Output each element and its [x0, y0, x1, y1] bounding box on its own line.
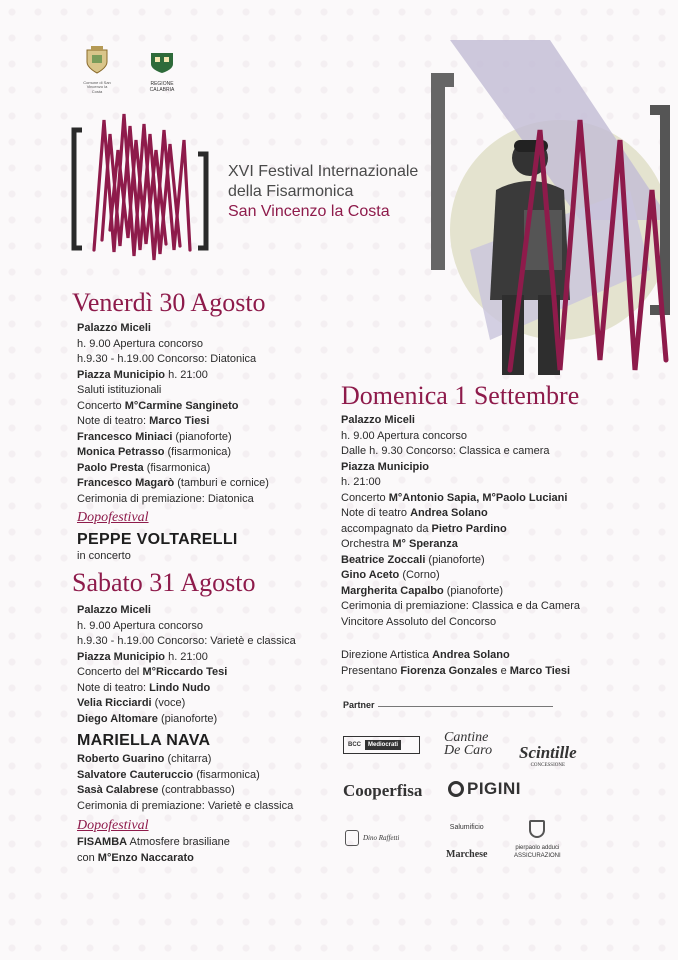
saturday-program-part3	[77, 835, 337, 866]
saturday-performer: M°Riccardo Tesi	[142, 666, 228, 678]
mediocrati-text: Mediocrati	[365, 740, 401, 750]
saturday-headliner: MARIELLA NAVA	[77, 732, 211, 749]
sunday-time: h. 21:00	[341, 476, 381, 488]
sunday-text: Note di teatro	[341, 507, 411, 519]
saturday-text: Concerto del	[77, 666, 143, 678]
saturday-line: Cerimonia di premiazione: Varietè e classica	[77, 799, 294, 812]
festival-logo-mark	[70, 100, 220, 275]
pigini-mark-icon	[448, 781, 464, 797]
saturday-venue-1: Palazzo Miceli	[77, 604, 151, 616]
title-place: San Vincenzo la Costa	[228, 203, 390, 220]
saturday-line: h.9.30 - h.19.00 Concorso: Varietè e classica	[77, 635, 296, 647]
sunday-venue-2: Piazza Municipio	[341, 460, 430, 473]
saturday-text: Atmosfere brasiliane	[127, 836, 230, 848]
saturday-dopofestival: Dopofestival	[77, 818, 149, 833]
friday-text: Concerto	[77, 399, 125, 412]
friday-venue-2: Piazza Municipio	[77, 368, 166, 381]
friday-program	[77, 321, 337, 507]
sunday-title: Domenica 1 Settembre	[341, 381, 580, 410]
saturday-performer: Diego Altomare	[77, 712, 158, 725]
municipality-coat-of-arms	[82, 46, 112, 94]
sunday-venue-1: Palazzo Miceli	[341, 414, 415, 426]
scintille-logo	[519, 743, 577, 768]
sunday-program	[341, 413, 661, 630]
scintille-sub: CONCESSIONE	[530, 763, 566, 768]
sunday-text: accompagnato da	[341, 522, 432, 535]
coat-caption: Comune di San Vincenzo la Costa	[83, 80, 111, 94]
de-caro-text: De Caro	[444, 743, 493, 758]
credits-text: e	[497, 664, 510, 677]
sunday-performer: Beatrice Zoccali	[341, 553, 426, 566]
pierpaolo-adduci-logo	[514, 820, 561, 860]
friday-text: Note di teatro:	[77, 415, 150, 427]
salumificio-marchese-logo	[446, 822, 487, 860]
saturday-time: h. 21:00	[165, 650, 208, 663]
cantine-de-caro-logo	[428, 731, 492, 757]
friday-instrument: (pianoforte)	[172, 430, 232, 443]
saturday-performer: M°Enzo Naccarato	[97, 851, 194, 864]
friday-performer: Marco Tiesi	[149, 415, 210, 427]
saturday-line: h. 9.00 Apertura concorso	[77, 619, 203, 632]
pigini-text: PIGINI	[467, 779, 522, 798]
friday-performer: Monica Petrasso	[77, 446, 165, 458]
dino-raffetti-logo	[345, 830, 399, 846]
friday-performer: M°Carmine Sangineto	[124, 399, 239, 412]
accordionist-illustration	[430, 40, 678, 400]
saturday-title: Sabato 31 Agosto	[72, 568, 256, 597]
credits-text: Direzione Artistica	[341, 649, 433, 661]
saturday-performer: Roberto Guarino	[77, 753, 165, 765]
saturday-performer: FISAMBA	[77, 836, 128, 848]
friday-venue-1: Palazzo Miceli	[77, 322, 151, 334]
crest-icon	[345, 830, 359, 846]
saturday-instrument: (pianoforte)	[157, 712, 218, 725]
saturday-instrument: (voce)	[151, 697, 186, 709]
sunday-credits	[341, 648, 661, 679]
saturday-performer: Sasà Calabrese	[77, 784, 159, 796]
friday-performer: Francesco Magarò	[77, 477, 175, 489]
marchese-text: Marchese	[446, 849, 488, 860]
sunday-performer: Andrea Solano	[410, 507, 488, 519]
saturday-program-part2	[77, 752, 337, 814]
sunday-instrument: (pianoforte)	[425, 553, 485, 566]
cooperfisa-logo: Cooperfisa	[343, 781, 423, 800]
dino-text: Dino Raffetti	[363, 834, 400, 842]
salumificio-text: Salumificio	[449, 824, 484, 831]
sunday-instrument: (pianoforte)	[443, 584, 503, 597]
sunday-performer: Pietro Pardino	[431, 522, 507, 535]
saturday-instrument: (contrabbasso)	[158, 784, 235, 796]
sunday-line: Cerimonia di premiazione: Classica e da Camera	[341, 600, 581, 612]
regione-calabria-logo	[142, 52, 182, 93]
sunday-text: Orchestra	[341, 538, 393, 550]
saturday-performer: Lindo Nudo	[149, 681, 211, 694]
saturday-venue-2: Piazza Municipio	[77, 650, 166, 663]
bcc-text: BCC	[348, 742, 361, 748]
pigini-logo	[448, 779, 521, 799]
friday-instrument: (tamburi e cornice)	[174, 477, 269, 489]
sunday-performer: M° Speranza	[392, 538, 458, 550]
sunday-text: Concerto	[341, 491, 389, 504]
friday-line: h.9.30 - h.19.00 Concorso: Diatonica	[77, 353, 257, 365]
scintille-text: Scintille	[519, 743, 577, 762]
saturday-performer: Velia Ricciardi	[77, 697, 152, 709]
region-caption: REGIONE CALABRIA	[149, 81, 175, 93]
region-shield-icon	[149, 52, 175, 74]
coat-of-arms-icon	[82, 46, 112, 74]
friday-line: Saluti istituzionali	[77, 384, 162, 396]
friday-line: Cerimonia di premiazione: Diatonica	[77, 492, 254, 505]
credits-text: Presentano	[341, 664, 401, 677]
sunday-performer: Gino Aceto	[341, 569, 400, 581]
sunday-instrument: (Corno)	[399, 569, 440, 581]
partner-label: Partner	[343, 700, 375, 710]
friday-line: h. 9.00 Apertura concorso	[77, 337, 203, 350]
friday-headliner: PEPPE VOLTARELLI	[77, 531, 238, 548]
friday-performer: Francesco Miniaci	[77, 430, 173, 443]
friday-headliner-sub: in concerto	[77, 550, 131, 562]
artistic-director: Andrea Solano	[432, 649, 510, 661]
sunday-line: Dalle h. 9.30 Concorso: Classica e camera	[341, 445, 550, 457]
saturday-text: con	[77, 851, 98, 864]
partner-divider	[378, 706, 553, 707]
saturday-instrument: (fisarmonica)	[193, 768, 260, 781]
sunday-line: Vincitore Assoluto del Concorso	[341, 615, 497, 628]
cantine-text: Cantine	[444, 730, 489, 745]
presenter: Marco Tiesi	[509, 664, 571, 677]
friday-time: h. 21:00	[165, 368, 208, 381]
friday-instrument: (fisarmonica)	[143, 461, 211, 474]
friday-instrument: (fisarmonica)	[164, 446, 232, 458]
pierpaolo-sub: ASSICURAZIONI	[514, 853, 561, 859]
saturday-performer: Salvatore Cauteruccio	[77, 768, 194, 781]
sunday-performer: Margherita Capalbo	[341, 584, 444, 597]
presenter: Fiorenza Gonzales	[400, 664, 498, 677]
saturday-text: Note di teatro:	[77, 681, 150, 694]
friday-dopofestival: Dopofestival	[77, 510, 149, 525]
saturday-program-part1	[77, 603, 337, 727]
title-line-2: della Fisarmonica	[228, 183, 354, 200]
saturday-instrument: (chitarra)	[164, 753, 212, 765]
shield-icon	[529, 820, 545, 838]
pierpaolo-text: pierpaolo adduci	[515, 845, 560, 851]
sunday-line: h. 9.00 Apertura concorso	[341, 429, 467, 442]
friday-title: Venerdì 30 Agosto	[72, 288, 266, 317]
sunday-performer: M°Antonio Sapia, M°Paolo Luciani	[388, 491, 568, 504]
title-line-1: XVI Festival Internazionale	[228, 163, 419, 180]
bcc-mediocrati-logo	[343, 736, 420, 754]
friday-performer: Paolo Presta	[77, 461, 144, 474]
